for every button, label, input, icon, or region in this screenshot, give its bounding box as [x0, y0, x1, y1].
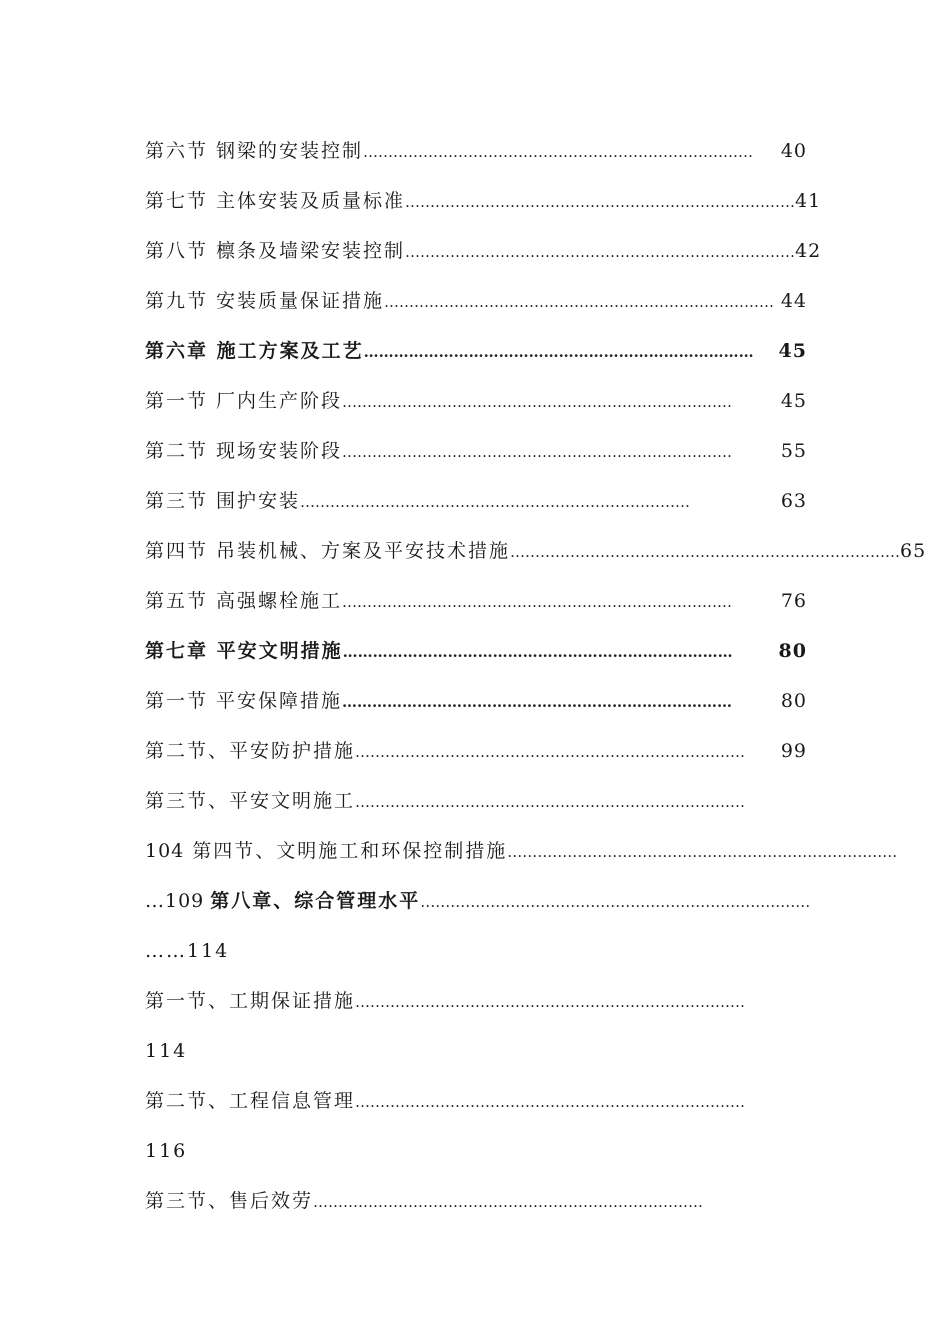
toc-entry-page: 40: [780, 140, 807, 162]
toc-entry-title: 第三节 围护安装: [145, 490, 301, 512]
toc-entry-title: 第七章 平安文明措施: [145, 640, 343, 662]
toc-entry[interactable]: [145, 228, 822, 278]
toc-leader-dots: ……………………………………………………………………: [363, 343, 754, 361]
toc-leader-dots: ……………………………………………………………………: [405, 243, 796, 261]
toc-entry-page: …109: [145, 890, 205, 912]
toc-leader-dots: ……………………………………………………………………: [384, 293, 775, 311]
toc-entry-page: 44: [780, 290, 807, 312]
toc-entry-title: 第四节 吊装机械、方案及平安技术措施: [145, 540, 511, 562]
toc-entry-title: 第二节 现场安装阶段: [145, 440, 343, 462]
toc-entry-page: 99: [780, 740, 807, 762]
toc-entry-title: 第六章 施工方案及工艺: [145, 340, 364, 362]
toc-entry-page: 114: [145, 1040, 188, 1062]
toc-leader-dots: ……………………………………………………………………: [355, 1093, 746, 1111]
toc-wrapped-line: [145, 1028, 807, 1078]
toc-entry[interactable]: [145, 178, 822, 228]
toc-entry-page: 55: [780, 440, 807, 462]
toc-chapter-entry[interactable]: [145, 328, 807, 378]
toc-leader-dots: ……………………………………………………………………: [342, 693, 733, 711]
toc-leader-dots: ……………………………………………………………………: [405, 193, 796, 211]
toc-entry-title: 第一节 厂内生产阶段: [145, 390, 343, 412]
toc-entry-page: 76: [780, 590, 807, 612]
toc-entry[interactable]: [145, 128, 807, 178]
toc-entry-title: 第九节 安装质量保证措施: [145, 290, 385, 312]
toc-entry[interactable]: [145, 678, 807, 728]
toc-wrapped-line[interactable]: [145, 828, 898, 878]
toc-entry[interactable]: [145, 378, 807, 428]
toc-chapter-entry[interactable]: [145, 628, 807, 678]
toc-entry-title: 第五节 高强螺栓施工: [145, 590, 343, 612]
toc-leader-dots: ……………………………………………………………………: [355, 793, 746, 811]
toc-leader-dots: ……………………………………………………………………: [342, 593, 733, 611]
toc-leader-dots: ……………………………………………………………………: [510, 543, 901, 561]
toc-entry[interactable]: [145, 1178, 807, 1228]
toc-entry[interactable]: [145, 478, 807, 528]
toc-leader-dots: ……………………………………………………………………: [342, 643, 733, 661]
toc-entry-page: 80: [778, 640, 807, 662]
toc-entry-title: 第二节、工程信息管理: [145, 1090, 356, 1112]
toc-entry-page: 45: [780, 390, 807, 412]
toc-entry-title: 第六节 钢梁的安装控制: [145, 140, 364, 162]
toc-leader-dots: ……………………………………………………………………: [342, 443, 733, 461]
toc-leader-dots: ……………………………………………………………………: [300, 493, 691, 511]
toc-entry[interactable]: [145, 428, 807, 478]
toc-entry-title: 第三节、售后效劳: [145, 1190, 314, 1212]
toc-leader-dots: ……………………………………………………………………: [507, 843, 898, 861]
toc-entry[interactable]: [145, 978, 807, 1028]
toc-entry-title: 第二节、平安防护措施: [145, 740, 356, 762]
toc-chapter-title: 第八章、综合管理水平: [210, 890, 421, 912]
toc-leader-dots: ……………………………………………………………………: [313, 1193, 704, 1211]
toc-entry[interactable]: [145, 578, 807, 628]
toc-entry-page: 80: [780, 690, 807, 712]
toc-entry-page: 45: [778, 340, 807, 362]
toc-entry[interactable]: [145, 278, 807, 328]
toc-leader-dots: ……………………………………………………………………: [342, 393, 733, 411]
toc-entry[interactable]: [145, 728, 807, 778]
toc-entry[interactable]: [145, 1078, 807, 1128]
toc-entry[interactable]: [145, 528, 927, 578]
toc-leader-dots: ……………………………………………………………………: [355, 993, 746, 1011]
toc-entry-page: 116: [145, 1140, 188, 1162]
toc-wrapped-line[interactable]: [145, 878, 811, 928]
toc-entry-title: 第七节 主体安装及质量标准: [145, 190, 406, 212]
toc-wrapped-line: [145, 1128, 807, 1178]
toc-leader-dots: ……………………………………………………………………: [355, 743, 746, 761]
toc-entry-title: 第一节 平安保障措施: [145, 690, 343, 712]
toc-entry-page: 104: [145, 840, 185, 862]
toc-entry-page: 63: [780, 490, 807, 512]
toc-entry-title: 第八节 檩条及墙梁安装控制: [145, 240, 406, 262]
toc-entry-page: ……114: [145, 940, 230, 962]
toc-entry-title: 第四节、文明施工和环保控制措施: [192, 840, 508, 862]
table-of-contents: [145, 128, 927, 1228]
toc-entry-page: 65: [900, 540, 927, 562]
toc-entry-title: 第一节、工期保证措施: [145, 990, 356, 1012]
toc-entry[interactable]: [145, 778, 807, 828]
toc-wrapped-line: [145, 928, 807, 978]
toc-leader-dots: ……………………………………………………………………: [363, 143, 754, 161]
toc-entry-title: 第三节、平安文明施工: [145, 790, 356, 812]
toc-leader-dots: ……………………………………………………………………: [420, 893, 811, 911]
toc-entry-page: 42: [795, 240, 822, 262]
toc-entry-page: 41: [795, 190, 822, 212]
